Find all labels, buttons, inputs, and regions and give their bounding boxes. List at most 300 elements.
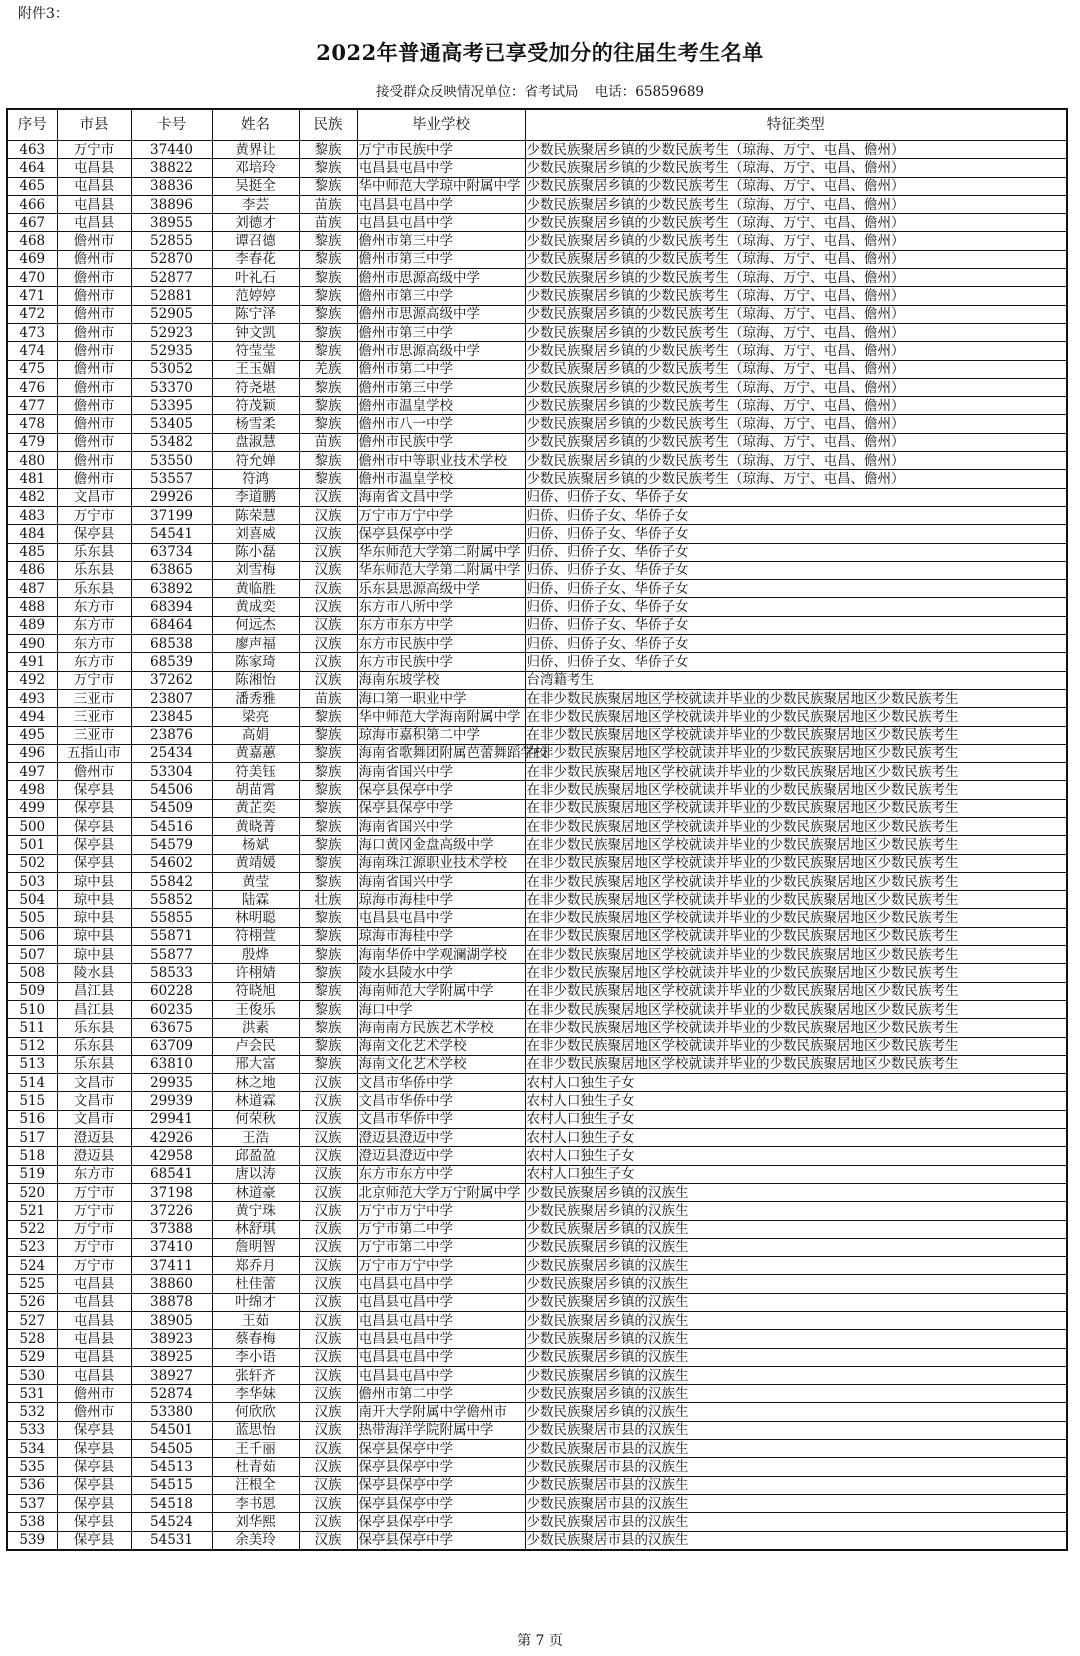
cell-ethnicity: 黎族	[299, 708, 357, 726]
cell-type: 在非少数民族聚居地区学校就读并毕业的少数民族聚居地区少数民族考生	[525, 708, 1067, 726]
cell-school: 南开大学附属中学儋州市	[357, 1403, 525, 1421]
table-row	[7, 433, 1067, 451]
cell-ethnicity: 黎族	[299, 342, 357, 360]
cell-ethnicity: 汉族	[299, 1330, 357, 1348]
cell-ethnicity: 汉族	[299, 543, 357, 561]
cell-type: 归侨、归侨子女、华侨子女	[525, 653, 1067, 671]
table-row	[7, 159, 1067, 177]
table-row	[7, 287, 1067, 305]
cell-ethnicity: 黎族	[299, 836, 357, 854]
cell-card-no: 53304	[131, 763, 212, 781]
cell-card-no: 60228	[131, 982, 212, 1000]
cell-ethnicity: 汉族	[299, 616, 357, 634]
cell-type: 少数民族聚居乡镇的汉族生	[525, 1348, 1067, 1366]
cell-ethnicity: 汉族	[299, 1513, 357, 1531]
cell-school: 东方市民族中学	[357, 653, 525, 671]
table-row	[7, 836, 1067, 854]
cell-county: 保亭县	[57, 781, 131, 799]
cell-type: 在非少数民族聚居地区学校就读并毕业的少数民族聚居地区少数民族考生	[525, 744, 1067, 762]
cell-county: 昌江县	[57, 982, 131, 1000]
cell-card-no: 37411	[131, 1257, 212, 1275]
cell-school: 琼海市海桂中学	[357, 891, 525, 909]
cell-card-no: 63810	[131, 1055, 212, 1073]
cell-ethnicity: 黎族	[299, 763, 357, 781]
column-header-type: 特征类型	[525, 109, 1067, 141]
table-row	[7, 1110, 1067, 1128]
cell-name: 廖声福	[212, 635, 299, 653]
cell-ethnicity: 汉族	[299, 671, 357, 689]
cell-type: 少数民族聚居乡镇的汉族生	[525, 1385, 1067, 1403]
cell-ethnicity: 黎族	[299, 744, 357, 762]
cell-index: 511	[7, 1019, 57, 1037]
cell-school: 海南文化艺术学校	[357, 1055, 525, 1073]
cell-ethnicity: 黎族	[299, 250, 357, 268]
cell-card-no: 38925	[131, 1348, 212, 1366]
table-row	[7, 1092, 1067, 1110]
cell-index: 464	[7, 159, 57, 177]
cell-school: 东方市东方中学	[357, 616, 525, 634]
table-row	[7, 580, 1067, 598]
cell-type: 少数民族聚居乡镇的汉族生	[525, 1257, 1067, 1275]
cell-card-no: 68541	[131, 1165, 212, 1183]
cell-name: 何远杰	[212, 616, 299, 634]
cell-name: 符栩萱	[212, 927, 299, 945]
cell-school: 儋州市第三中学	[357, 232, 525, 250]
cell-name: 符允婵	[212, 452, 299, 470]
table-row	[7, 689, 1067, 707]
cell-index: 516	[7, 1110, 57, 1128]
cell-type: 在非少数民族聚居地区学校就读并毕业的少数民族聚居地区少数民族考生	[525, 763, 1067, 781]
cell-county: 文昌市	[57, 1092, 131, 1110]
table-row	[7, 1385, 1067, 1403]
table-row	[7, 470, 1067, 488]
table-row	[7, 1293, 1067, 1311]
table-row	[7, 1183, 1067, 1201]
cell-type: 在非少数民族聚居地区学校就读并毕业的少数民族聚居地区少数民族考生	[525, 891, 1067, 909]
table-row	[7, 141, 1067, 159]
cell-county: 儋州市	[57, 342, 131, 360]
cell-ethnicity: 黎族	[299, 726, 357, 744]
cell-type: 少数民族聚居乡镇的汉族生	[525, 1275, 1067, 1293]
cell-name: 李道鹏	[212, 488, 299, 506]
cell-index: 478	[7, 415, 57, 433]
cell-card-no: 38836	[131, 177, 212, 195]
cell-index: 524	[7, 1257, 57, 1275]
table-row	[7, 799, 1067, 817]
cell-type: 少数民族聚居市县的汉族生	[525, 1476, 1067, 1494]
cell-index: 481	[7, 470, 57, 488]
cell-type: 少数民族聚居乡镇的少数民族考生（琼海、万宁、屯昌、儋州）	[525, 159, 1067, 177]
cell-name: 詹明智	[212, 1238, 299, 1256]
cell-name: 陈湘怡	[212, 671, 299, 689]
cell-card-no: 23807	[131, 689, 212, 707]
column-header-card-no: 卡号	[131, 109, 212, 141]
column-header-county: 市县	[57, 109, 131, 141]
cell-school: 儋州市中等职业技术学校	[357, 452, 525, 470]
cell-name: 林道霖	[212, 1092, 299, 1110]
cell-county: 东方市	[57, 653, 131, 671]
cell-index: 472	[7, 305, 57, 323]
cell-name: 黄成奕	[212, 598, 299, 616]
cell-county: 屯昌县	[57, 1275, 131, 1293]
cell-school: 保亭县保亭中学	[357, 781, 525, 799]
cell-ethnicity: 黎族	[299, 141, 357, 159]
cell-index: 496	[7, 744, 57, 762]
cell-school: 儋州市民族中学	[357, 433, 525, 451]
cell-card-no: 55871	[131, 927, 212, 945]
cell-county: 琼中县	[57, 872, 131, 890]
cell-index: 508	[7, 964, 57, 982]
cell-school: 儋州市第三中学	[357, 250, 525, 268]
cell-ethnicity: 汉族	[299, 1366, 357, 1384]
cell-county: 儋州市	[57, 470, 131, 488]
table-row	[7, 1000, 1067, 1018]
cell-name: 何荣秋	[212, 1110, 299, 1128]
cell-county: 万宁市	[57, 141, 131, 159]
cell-name: 蓝思怡	[212, 1421, 299, 1439]
cell-ethnicity: 汉族	[299, 1312, 357, 1330]
cell-ethnicity: 汉族	[299, 1494, 357, 1512]
cell-name: 黄界让	[212, 141, 299, 159]
cell-index: 470	[7, 269, 57, 287]
cell-card-no: 63675	[131, 1019, 212, 1037]
cell-county: 万宁市	[57, 1257, 131, 1275]
cell-card-no: 23876	[131, 726, 212, 744]
cell-school: 万宁市第二中学	[357, 1220, 525, 1238]
cell-school: 陵水县陵水中学	[357, 964, 525, 982]
cell-county: 儋州市	[57, 360, 131, 378]
cell-school: 儋州市温皇学校	[357, 397, 525, 415]
cell-name: 叶礼石	[212, 269, 299, 287]
cell-county: 万宁市	[57, 506, 131, 524]
cell-county: 保亭县	[57, 1440, 131, 1458]
cell-index: 501	[7, 836, 57, 854]
cell-card-no: 29939	[131, 1092, 212, 1110]
cell-county: 乐东县	[57, 543, 131, 561]
cell-ethnicity: 汉族	[299, 1458, 357, 1476]
cell-type: 在非少数民族聚居地区学校就读并毕业的少数民族聚居地区少数民族考生	[525, 1055, 1067, 1073]
column-header-index: 序号	[7, 109, 57, 141]
cell-ethnicity: 汉族	[299, 525, 357, 543]
cell-card-no: 55842	[131, 872, 212, 890]
cell-card-no: 52935	[131, 342, 212, 360]
column-header-school: 毕业学校	[357, 109, 525, 141]
cell-type: 少数民族聚居乡镇的少数民族考生（琼海、万宁、屯昌、儋州）	[525, 433, 1067, 451]
cell-school: 屯昌县屯昌中学	[357, 195, 525, 213]
cell-type: 少数民族聚居市县的汉族生	[525, 1440, 1067, 1458]
table-row	[7, 1458, 1067, 1476]
cell-county: 澄迈县	[57, 1129, 131, 1147]
cell-ethnicity: 汉族	[299, 561, 357, 579]
cell-ethnicity: 黎族	[299, 415, 357, 433]
cell-school: 万宁市民族中学	[357, 141, 525, 159]
cell-name: 符莹莹	[212, 342, 299, 360]
cell-ethnicity: 汉族	[299, 1129, 357, 1147]
table-row	[7, 1330, 1067, 1348]
cell-name: 黄临胜	[212, 580, 299, 598]
cell-ethnicity: 汉族	[299, 1092, 357, 1110]
table-row	[7, 378, 1067, 396]
cell-index: 487	[7, 580, 57, 598]
cell-card-no: 63865	[131, 561, 212, 579]
table-row	[7, 1147, 1067, 1165]
cell-name: 杜青茹	[212, 1458, 299, 1476]
cell-ethnicity: 黎族	[299, 177, 357, 195]
cell-school: 海南文化艺术学校	[357, 1037, 525, 1055]
cell-name: 谭召德	[212, 232, 299, 250]
cell-name: 卢会民	[212, 1037, 299, 1055]
table-row	[7, 927, 1067, 945]
cell-county: 保亭县	[57, 1458, 131, 1476]
cell-type: 在非少数民族聚居地区学校就读并毕业的少数民族聚居地区少数民族考生	[525, 946, 1067, 964]
contact-unit: 接受群众反映情况单位：省考试局	[375, 84, 579, 100]
cell-card-no: 53405	[131, 415, 212, 433]
cell-school: 保亭县保亭中学	[357, 1476, 525, 1494]
cell-ethnicity: 黎族	[299, 232, 357, 250]
cell-name: 李小语	[212, 1348, 299, 1366]
cell-index: 498	[7, 781, 57, 799]
cell-index: 529	[7, 1348, 57, 1366]
cell-name: 林道豪	[212, 1183, 299, 1201]
cell-type: 少数民族聚居乡镇的少数民族考生（琼海、万宁、屯昌、儋州）	[525, 342, 1067, 360]
cell-county: 文昌市	[57, 488, 131, 506]
cell-school: 儋州市第二中学	[357, 360, 525, 378]
cell-school: 文昌市华侨中学	[357, 1074, 525, 1092]
cell-ethnicity: 汉族	[299, 635, 357, 653]
table-row	[7, 982, 1067, 1000]
cell-school: 海口中学	[357, 1000, 525, 1018]
cell-county: 保亭县	[57, 799, 131, 817]
cell-type: 归侨、归侨子女、华侨子女	[525, 635, 1067, 653]
cell-type: 少数民族聚居乡镇的少数民族考生（琼海、万宁、屯昌、儋州）	[525, 378, 1067, 396]
cell-name: 陈荣慧	[212, 506, 299, 524]
cell-name: 符晓旭	[212, 982, 299, 1000]
table-row	[7, 1312, 1067, 1330]
cell-school: 乐东县思源高级中学	[357, 580, 525, 598]
cell-county: 保亭县	[57, 525, 131, 543]
cell-name: 陈家琦	[212, 653, 299, 671]
cell-school: 琼海市海桂中学	[357, 927, 525, 945]
cell-type: 台湾籍考生	[525, 671, 1067, 689]
cell-card-no: 55852	[131, 891, 212, 909]
cell-type: 少数民族聚居乡镇的少数民族考生（琼海、万宁、屯昌、儋州）	[525, 323, 1067, 341]
table-row	[7, 1513, 1067, 1531]
cell-card-no: 52923	[131, 323, 212, 341]
cell-ethnicity: 汉族	[299, 1110, 357, 1128]
cell-county: 儋州市	[57, 452, 131, 470]
cell-card-no: 54513	[131, 1458, 212, 1476]
table-row	[7, 1403, 1067, 1421]
cell-card-no: 53557	[131, 470, 212, 488]
cell-county: 乐东县	[57, 1055, 131, 1073]
cell-index: 503	[7, 872, 57, 890]
cell-county: 屯昌县	[57, 1348, 131, 1366]
cell-type: 少数民族聚居乡镇的少数民族考生（琼海、万宁、屯昌、儋州）	[525, 415, 1067, 433]
cell-ethnicity: 汉族	[299, 1476, 357, 1494]
cell-type: 在非少数民族聚居地区学校就读并毕业的少数民族聚居地区少数民族考生	[525, 781, 1067, 799]
cell-ethnicity: 壮族	[299, 891, 357, 909]
cell-type: 少数民族聚居乡镇的少数民族考生（琼海、万宁、屯昌、儋州）	[525, 214, 1067, 232]
cell-name: 胡苗霄	[212, 781, 299, 799]
cell-card-no: 37388	[131, 1220, 212, 1238]
cell-type: 少数民族聚居乡镇的少数民族考生（琼海、万宁、屯昌、儋州）	[525, 250, 1067, 268]
cell-type: 在非少数民族聚居地区学校就读并毕业的少数民族聚居地区少数民族考生	[525, 927, 1067, 945]
cell-school: 保亭县保亭中学	[357, 1458, 525, 1476]
cell-type: 少数民族聚居乡镇的汉族生	[525, 1293, 1067, 1311]
cell-name: 郑乔月	[212, 1257, 299, 1275]
cell-county: 五指山市	[57, 744, 131, 762]
cell-index: 466	[7, 195, 57, 213]
cell-index: 504	[7, 891, 57, 909]
table-row	[7, 726, 1067, 744]
cell-county: 保亭县	[57, 1494, 131, 1512]
table-row	[7, 763, 1067, 781]
cell-school: 海南省文昌中学	[357, 488, 525, 506]
cell-county: 三亚市	[57, 689, 131, 707]
cell-card-no: 68464	[131, 616, 212, 634]
cell-card-no: 42958	[131, 1147, 212, 1165]
cell-index: 483	[7, 506, 57, 524]
cell-type: 少数民族聚居乡镇的汉族生	[525, 1220, 1067, 1238]
cell-name: 刘德才	[212, 214, 299, 232]
cell-ethnicity: 汉族	[299, 580, 357, 598]
cell-card-no: 29926	[131, 488, 212, 506]
cell-name: 许栩婧	[212, 964, 299, 982]
cell-name: 黄莹	[212, 872, 299, 890]
page-number: 第 7 页	[517, 1633, 563, 1649]
table-row	[7, 1257, 1067, 1275]
cell-index: 512	[7, 1037, 57, 1055]
cell-ethnicity: 黎族	[299, 982, 357, 1000]
cell-index: 531	[7, 1385, 57, 1403]
cell-index: 517	[7, 1129, 57, 1147]
cell-ethnicity: 汉族	[299, 1183, 357, 1201]
cell-card-no: 68394	[131, 598, 212, 616]
cell-name: 洪素	[212, 1019, 299, 1037]
table-row	[7, 305, 1067, 323]
table-row	[7, 1275, 1067, 1293]
cell-school: 屯昌县屯昌中学	[357, 1312, 525, 1330]
cell-county: 东方市	[57, 598, 131, 616]
cell-county: 儋州市	[57, 1385, 131, 1403]
cell-name: 陆霖	[212, 891, 299, 909]
cell-school: 热带海洋学院附属中学	[357, 1421, 525, 1439]
cell-index: 485	[7, 543, 57, 561]
cell-county: 屯昌县	[57, 1330, 131, 1348]
cell-ethnicity: 汉族	[299, 1348, 357, 1366]
cell-index: 492	[7, 671, 57, 689]
cell-school: 保亭县保亭中学	[357, 1513, 525, 1531]
cell-index: 530	[7, 1366, 57, 1384]
cell-index: 518	[7, 1147, 57, 1165]
cell-ethnicity: 汉族	[299, 1257, 357, 1275]
table-row	[7, 1165, 1067, 1183]
cell-index: 477	[7, 397, 57, 415]
table-row	[7, 195, 1067, 213]
cell-card-no: 58533	[131, 964, 212, 982]
cell-index: 488	[7, 598, 57, 616]
table-row	[7, 506, 1067, 524]
table-row	[7, 1074, 1067, 1092]
cell-school: 屯昌县屯昌中学	[357, 159, 525, 177]
table-row	[7, 214, 1067, 232]
cell-name: 林舒琪	[212, 1220, 299, 1238]
cell-type: 少数民族聚居市县的汉族生	[525, 1494, 1067, 1512]
cell-type: 少数民族聚居乡镇的汉族生	[525, 1238, 1067, 1256]
cell-school: 屯昌县屯昌中学	[357, 1330, 525, 1348]
cell-index: 532	[7, 1403, 57, 1421]
cell-ethnicity: 黎族	[299, 1000, 357, 1018]
cell-county: 保亭县	[57, 854, 131, 872]
cell-card-no: 52855	[131, 232, 212, 250]
cell-ethnicity: 汉族	[299, 1293, 357, 1311]
cell-card-no: 38896	[131, 195, 212, 213]
cell-card-no: 68539	[131, 653, 212, 671]
cell-school: 文昌市华侨中学	[357, 1092, 525, 1110]
cell-card-no: 55877	[131, 946, 212, 964]
table-row	[7, 854, 1067, 872]
cell-index: 467	[7, 214, 57, 232]
cell-county: 琼中县	[57, 927, 131, 945]
cell-school: 东方市八所中学	[357, 598, 525, 616]
cell-ethnicity: 汉族	[299, 1220, 357, 1238]
cell-card-no: 23845	[131, 708, 212, 726]
cell-ethnicity: 汉族	[299, 1421, 357, 1439]
table-row	[7, 1129, 1067, 1147]
cell-type: 农村人口独生子女	[525, 1092, 1067, 1110]
table-row	[7, 269, 1067, 287]
cell-name: 邱盈盈	[212, 1147, 299, 1165]
cell-school: 海南东坡学校	[357, 671, 525, 689]
cell-index: 533	[7, 1421, 57, 1439]
cell-index: 513	[7, 1055, 57, 1073]
cell-school: 屯昌县屯昌中学	[357, 1275, 525, 1293]
cell-index: 536	[7, 1476, 57, 1494]
cell-county: 屯昌县	[57, 177, 131, 195]
table-row	[7, 653, 1067, 671]
cell-index: 519	[7, 1165, 57, 1183]
cell-type: 少数民族聚居乡镇的少数民族考生（琼海、万宁、屯昌、儋州）	[525, 397, 1067, 415]
cell-card-no: 37410	[131, 1238, 212, 1256]
cell-index: 490	[7, 635, 57, 653]
cell-ethnicity: 黎族	[299, 909, 357, 927]
cell-index: 534	[7, 1440, 57, 1458]
cell-ethnicity: 汉族	[299, 1147, 357, 1165]
cell-type: 少数民族聚居乡镇的少数民族考生（琼海、万宁、屯昌、儋州）	[525, 232, 1067, 250]
table-row	[7, 488, 1067, 506]
cell-type: 归侨、归侨子女、华侨子女	[525, 525, 1067, 543]
cell-name: 梁亮	[212, 708, 299, 726]
cell-type: 少数民族聚居乡镇的少数民族考生（琼海、万宁、屯昌、儋州）	[525, 305, 1067, 323]
cell-ethnicity: 汉族	[299, 1403, 357, 1421]
table-row	[7, 635, 1067, 653]
cell-name: 李芸	[212, 195, 299, 213]
cell-school: 屯昌县屯昌中学	[357, 214, 525, 232]
cell-card-no: 38878	[131, 1293, 212, 1311]
cell-index: 474	[7, 342, 57, 360]
cell-name: 盘淑慧	[212, 433, 299, 451]
cell-type: 农村人口独生子女	[525, 1110, 1067, 1128]
cell-type: 在非少数民族聚居地区学校就读并毕业的少数民族聚居地区少数民族考生	[525, 964, 1067, 982]
table-row	[7, 671, 1067, 689]
cell-county: 屯昌县	[57, 1312, 131, 1330]
cell-school: 儋州市第三中学	[357, 378, 525, 396]
cell-name: 唐以涛	[212, 1165, 299, 1183]
cell-type: 少数民族聚居乡镇的少数民族考生（琼海、万宁、屯昌、儋州）	[525, 141, 1067, 159]
cell-school: 琼海市嘉积第二中学	[357, 726, 525, 744]
cell-name: 符茂颖	[212, 397, 299, 415]
cell-type: 在非少数民族聚居地区学校就读并毕业的少数民族聚居地区少数民族考生	[525, 1037, 1067, 1055]
